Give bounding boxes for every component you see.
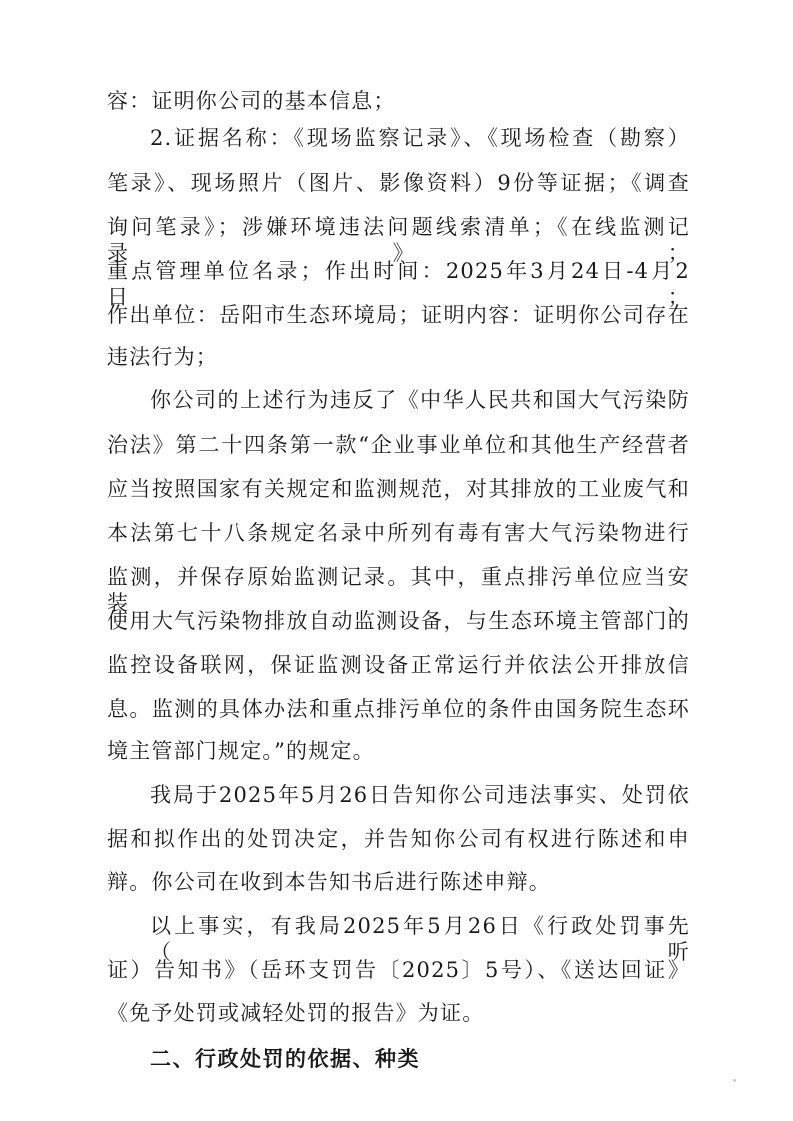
text-line-5: 重点管理单位名录；作出时间：2025年3月24日-4月2日；	[107, 259, 690, 309]
text-line-14: 监控设备联网，保证监测设备正常运行并依法公开排放信	[107, 653, 690, 677]
text-line-21: 证）告知书》（岳环支罚告〔2025〕5号）、《送达回证》	[107, 958, 690, 982]
text-line-1: 容：证明你公司的基本信息；	[107, 89, 396, 113]
text-line-11: 本法第七十八条规定名录中所列有毒有害大气污染物进行	[107, 521, 690, 545]
text-line-3: 笔录》、现场照片（图片、影像资料）9份等证据；《调查	[107, 171, 690, 195]
text-line-7: 违法行为；	[107, 345, 218, 369]
section-heading: 二、行政处罚的依据、种类	[150, 1047, 420, 1071]
text-line-2: 2.证据名称：《现场监察记录》、《现场检查（勘察）	[150, 126, 690, 150]
text-line-13: 使用大气污染物排放自动监测设备，与生态环境主管部门的	[107, 609, 690, 633]
text-line-8: 你公司的上述行为违反了《中华人民共和国大气污染防	[150, 388, 690, 412]
text-line-4: 询问笔录》；涉嫌环境违法问题线索清单；《在线监测记录》；	[107, 215, 690, 265]
text-line-9: 治法》第二十四条第一款“企业事业单位和其他生产经营者	[107, 433, 690, 457]
text-line-22: 《免予处罚或减轻处罚的报告》为证。	[107, 1001, 485, 1025]
text-line-20: 以上事实，有我局2025年5月26日《行政处罚事先（听	[150, 914, 690, 964]
text-line-6: 作出单位：岳阳市生态环境局；证明内容：证明你公司存在	[107, 303, 690, 327]
scan-speck	[733, 1079, 736, 1082]
text-line-17: 我局于2025年5月26日告知你公司违法事实、处罚依	[150, 783, 690, 807]
text-line-16: 境主管部门规定。”的规定。	[107, 739, 375, 763]
text-line-15: 息。监测的具体办法和重点排污单位的条件由国务院生态环	[107, 697, 690, 721]
text-line-19: 辩。你公司在收到本告知书后进行陈述申辩。	[107, 870, 551, 894]
text-line-10: 应当按照国家有关规定和监测规范，对其排放的工业废气和	[107, 477, 690, 501]
text-line-12: 监测，并保存原始监测记录。其中，重点排污单位应当安装、	[107, 565, 690, 615]
text-line-18: 据和拟作出的处罚决定，并告知你公司有权进行陈述和申	[107, 827, 690, 851]
